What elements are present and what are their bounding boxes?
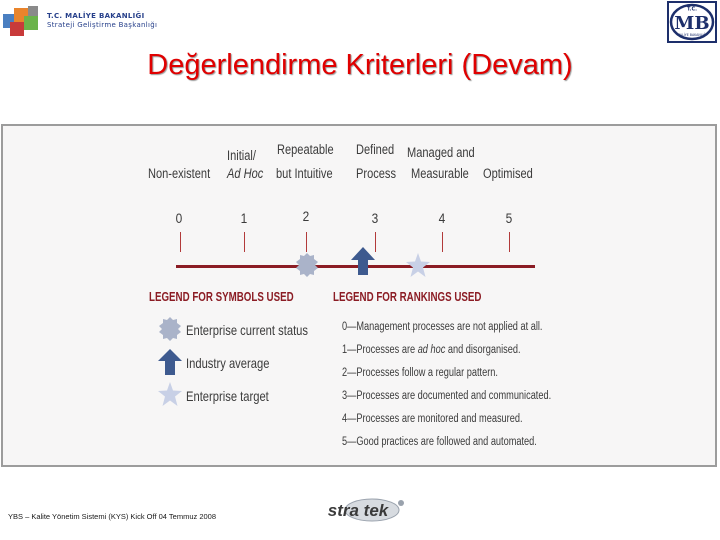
- legend-star-icon: [158, 382, 182, 406]
- scale-number-5: 5: [505, 210, 513, 226]
- legend-symbol-label: Industry average: [186, 355, 270, 371]
- column-heading-5-line2: Optimised: [483, 166, 533, 181]
- legend-symbol-label: Enterprise target: [186, 388, 269, 404]
- scale-number-0: 0: [175, 210, 183, 226]
- ranking-item: 3—Processes are documented and communicated.: [342, 390, 552, 402]
- ranking-item: 1—Processes are ad hoc and disorganised.: [342, 344, 521, 356]
- industry-marker-arrow-up-icon: [351, 247, 375, 275]
- mb-logo-text: MB: [674, 13, 710, 34]
- column-heading-2-line1: Repeatable: [277, 142, 334, 157]
- legend-symbol-label: Enterprise current status: [186, 322, 309, 338]
- stratek-logo-icon: [308, 496, 408, 524]
- scale-tick-0: [180, 232, 181, 252]
- target-marker-star-icon: [406, 253, 430, 277]
- scale-number-3: 3: [371, 210, 379, 226]
- mb-logo-ring-bottom: MALİYE BAKANLIĞI: [677, 33, 707, 37]
- ministry-name: [47, 12, 157, 30]
- scale-tick-4: [442, 232, 443, 252]
- column-heading-3-line1: Defined: [356, 142, 395, 157]
- scale-tick-5: [509, 232, 510, 252]
- page-title: Değerlendirme Kriterleri (Devam): [147, 49, 573, 81]
- scale-tick-1: [244, 232, 245, 252]
- ranking-item: 5—Good practices are followed and automated.: [342, 436, 537, 448]
- column-heading-1-line1: Initial/: [227, 148, 256, 163]
- scale-number-2: 2: [302, 208, 310, 224]
- legend-gear-icon: [159, 317, 181, 341]
- scale-tick-3: [375, 232, 376, 252]
- ranking-item: 2—Processes follow a regular pattern.: [342, 367, 498, 379]
- legend-symbols-title: LEGEND FOR SYMBOLS USED: [149, 290, 294, 304]
- legend-rankings-title: LEGEND FOR RANKINGS USED: [333, 290, 482, 304]
- mb-logo-icon: [667, 1, 717, 43]
- status-marker-gear-icon: [296, 253, 318, 277]
- legend-arrow-up-icon: [158, 349, 182, 375]
- maturity-model-figure: [1, 124, 717, 467]
- scale-number-4: 4: [438, 210, 446, 226]
- column-heading-0-line2: Non-existent: [148, 166, 211, 181]
- ministry-subtitle: Strateji Geliştirme Başkanlığı: [47, 21, 158, 29]
- stratek-logo-text: stra tek: [327, 501, 389, 520]
- ranking-item: 4—Processes are monitored and measured.: [342, 413, 523, 425]
- mb-logo-ring-top: T.C.: [686, 6, 698, 13]
- ministry-logo-icon: [2, 4, 44, 38]
- scale-number-1: 1: [240, 210, 248, 226]
- column-heading-4-line1: Managed and: [407, 145, 475, 160]
- column-heading-3-line2: Process: [356, 166, 397, 181]
- ranking-item: 0—Management processes are not applied at all.: [342, 321, 543, 333]
- column-heading-4-line2: Measurable: [411, 166, 469, 181]
- scale-tick-2: [306, 232, 307, 252]
- column-heading-1-line2: Ad Hoc: [227, 166, 264, 181]
- ministry-title: T.C. MALİYE BAKANLIĞI: [47, 12, 145, 20]
- column-heading-2-line2: but Intuitive: [276, 166, 333, 181]
- footer-text: YBS – Kalite Yönetim Sistemi (KYS) Kick Off 04 Temmuz 2008: [8, 512, 217, 521]
